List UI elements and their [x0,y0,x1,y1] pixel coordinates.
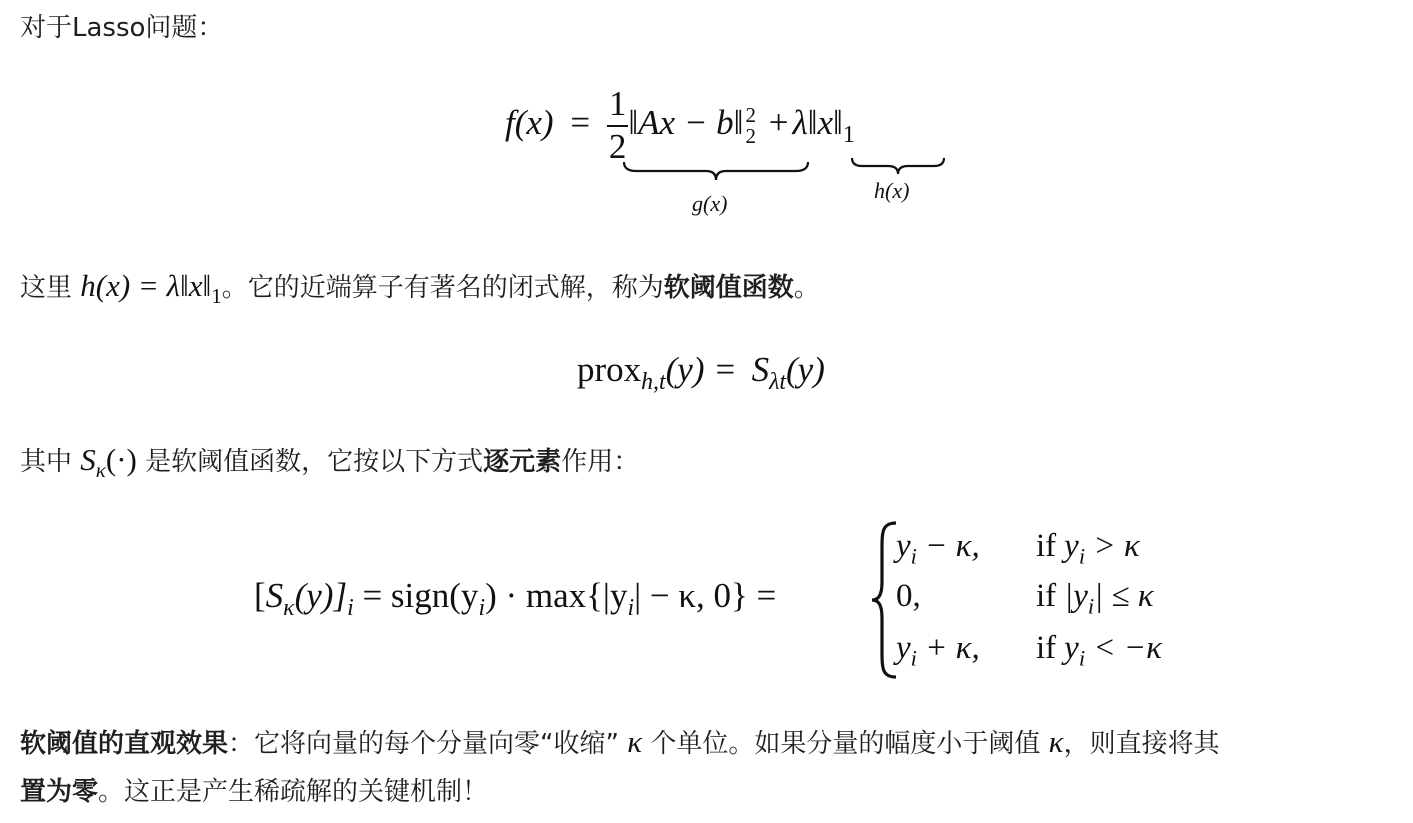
norm-subscript: 2 [745,123,757,148]
rhs-max: ) · max{|y [485,576,628,615]
case3-cond-sub: i [1078,645,1086,671]
case3-sub: i [910,645,917,671]
case2-cond-sub: i [1087,593,1095,619]
para3-prefix: 其中 [20,447,73,477]
kappa-inline-1: κ [627,724,643,759]
case-row-3 [896,630,980,671]
intuition-text2: 个单位。如果分量的幅度小于阈值 [650,729,1041,759]
elementwise-bold: 逐元素 [483,447,562,477]
prox-subscript: h,t [641,369,666,395]
lhs-arg: (y)] [294,576,348,615]
lhs-index: i [347,595,354,621]
case3-expr: + κ, [916,630,980,666]
one-half-fraction [607,86,629,166]
rhs-max-index: i [627,595,635,621]
kappa-inline-2: κ [1048,724,1064,759]
soft-threshold-argument: (y) [786,350,825,389]
lhs-s: S [265,576,284,615]
cases-left-brace [870,520,898,680]
para2-prefix: 这里 [20,273,73,303]
g-label: g(x) [692,191,728,216]
lhs-kappa: κ [283,595,295,621]
case2-zero: 0, [896,578,921,614]
soft-threshold-subscript: λt [769,369,787,395]
fraction-numerator: 1 [608,84,627,123]
equals-sign: = [570,102,591,142]
rhs-sign: = sign(y [362,576,479,615]
intuition-text1: ：它将向量的每个分量向零“收缩” [228,729,619,759]
case3-y: y [896,630,911,666]
soft-threshold-bold: 软阈值函数 [663,273,794,303]
case-cond-1 [1036,528,1140,569]
s-kappa-arg: (·) [105,442,137,477]
plus-sign: + [768,102,789,142]
case1-cond-y: y [1064,528,1079,564]
l1-subscript: 1 [842,121,855,148]
case1-expr: − κ, [916,528,980,564]
case-cond-3 [1036,630,1162,671]
case-row-2 [896,578,921,615]
case1-if: if [1036,528,1057,564]
para3-middle: 是软阈值函数，它按以下方式 [145,447,484,477]
s-kappa-symbol: S [80,442,96,477]
rhs-sign-index: i [478,595,486,621]
s-kappa-sub: κ [95,458,106,483]
prox-equation [577,350,825,395]
case-row-1 [896,528,980,569]
case2-if: if [1036,578,1057,614]
fraction-denominator: 2 [608,126,627,166]
h-definition-sub: 1 [211,284,222,309]
conclusion-text: 。这正是产生稀疏解的关键机制！ [98,777,489,807]
norm-superscript: 2 [745,102,757,127]
lasso-objective-equation [505,86,855,166]
intuition-text3: ，则直接将其 [1063,729,1220,759]
case2-cond: | ≤ κ [1094,578,1154,614]
soft-threshold-equation [254,576,777,621]
soft-threshold-description [20,440,639,482]
h-underbrace [850,156,946,178]
intuition-paragraph [20,722,1220,764]
s-kappa-inline [80,442,137,483]
case1-cond-sub: i [1078,543,1086,569]
h-definition-inline [80,268,222,309]
h-label: h(x) [874,178,910,203]
lambda-term: λ‖x‖ [792,102,843,142]
lhs-open-bracket: [ [254,576,266,615]
intro-text [20,8,223,48]
rhs-max-rest: | − κ, 0} = [634,576,777,615]
intuition-bold: 软阈值的直观效果 [20,729,229,759]
case3-cond: < −κ [1085,630,1162,666]
conclusion-paragraph [20,772,488,812]
l1-term [792,102,855,148]
case1-cond: > κ [1085,528,1140,564]
h-definition-math: h(x) = λ‖x‖ [80,268,212,303]
intro-label: 对于Lasso问题： [20,13,224,43]
case1-sub: i [910,543,917,569]
para2-suffix: 。 [793,273,820,303]
prox-argument: (y) = [665,350,737,389]
norm-term: ‖Ax − b‖ [628,102,744,142]
soft-threshold-symbol: S [751,350,770,389]
least-squares-term [628,102,757,148]
set-to-zero-bold: 置为零 [20,777,99,807]
case-cond-2 [1036,578,1154,619]
case3-cond-y: y [1064,630,1079,666]
f-lhs: f(x) [505,102,554,142]
para3-suffix: 作用： [561,447,640,477]
para2-middle: 。它的近端算子有著名的闭式解，称为 [221,273,664,303]
norm-scripts [745,102,757,148]
case1-y: y [896,528,911,564]
prox-operator: prox [577,350,642,389]
g-underbrace [622,160,810,184]
case2-cond-y: |y [1064,578,1088,614]
case3-if: if [1036,630,1057,666]
prox-description [20,266,820,308]
